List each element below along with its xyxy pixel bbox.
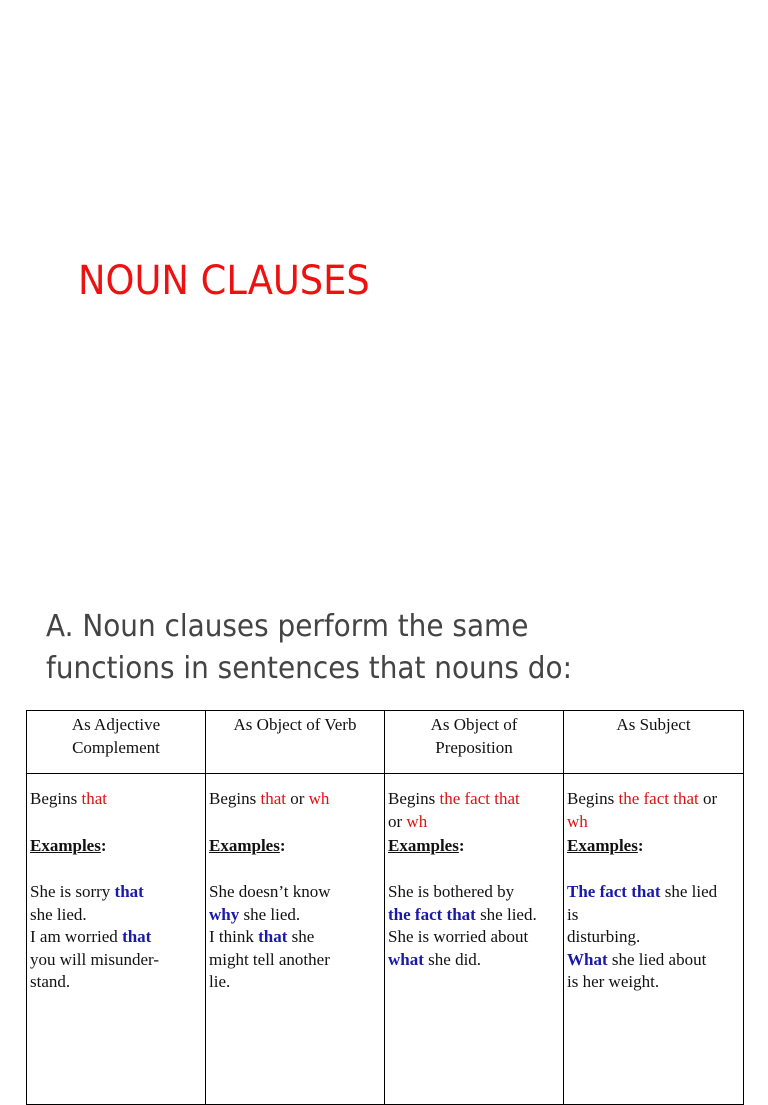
begins-text: Begins xyxy=(30,789,82,808)
table-header-row xyxy=(27,711,744,774)
begins-line-cont: or wh xyxy=(388,811,428,831)
cell-object-of-verb xyxy=(206,774,385,1105)
header-text: Complement xyxy=(72,738,160,757)
example-2: She is worried about xyxy=(388,927,529,946)
cell-object-of-preposition xyxy=(385,774,564,1105)
header-text: As Object of xyxy=(430,715,518,734)
header-text: As Adjective xyxy=(71,715,161,734)
example-1: She is bothered by xyxy=(388,882,515,901)
section-heading-line2: functions in sentences that nouns do: xyxy=(46,651,572,686)
example-1-cont: why she lied. xyxy=(209,904,301,924)
begins-line xyxy=(30,788,201,811)
begins-keyword: that xyxy=(81,789,107,808)
example-2-cont: you will misunder- xyxy=(30,949,160,969)
cell-adjective-complement xyxy=(27,774,206,1105)
example-2-cont: stand. xyxy=(30,972,71,991)
example-1: She is sorry that xyxy=(30,882,144,901)
example-1-cont: disturbing. xyxy=(567,927,641,946)
begins-line-cont: wh xyxy=(567,811,588,831)
example-1-cont: is xyxy=(567,904,579,924)
slide-title: NOUN CLAUSES xyxy=(78,258,370,304)
table-body-row xyxy=(27,774,744,1105)
header-cell-subject xyxy=(564,711,744,774)
examples-label: Examples: xyxy=(209,835,286,855)
noun-clause-table xyxy=(26,710,744,1105)
example-2: I am worried that xyxy=(30,927,152,946)
example-2-cont: might tell another xyxy=(209,949,330,969)
header-cell-adjective-complement xyxy=(27,711,206,774)
header-cell-object-of-verb xyxy=(206,711,385,774)
example-2-cont: is her weight. xyxy=(567,972,660,991)
header-text: Preposition xyxy=(435,738,513,757)
header-text: As Subject xyxy=(616,715,691,734)
header-cell-object-of-preposition xyxy=(385,711,564,774)
examples-label: Examples: xyxy=(567,835,644,855)
example-2: I think that she xyxy=(209,927,315,946)
begins-line: Begins the fact that or xyxy=(567,789,718,808)
example-1: The fact that she lied xyxy=(567,882,718,901)
example-2-cont: what she did. xyxy=(388,949,482,969)
example-2-cont: lie. xyxy=(209,972,231,991)
example-1-cont: the fact that she lied. xyxy=(388,904,537,924)
examples-label: Examples: xyxy=(388,835,465,855)
examples-label: Examples: xyxy=(30,835,107,855)
section-heading xyxy=(46,606,697,690)
example-1: She doesn’t know xyxy=(209,882,331,901)
begins-line: Begins the fact that xyxy=(388,789,520,808)
example-1-cont: she lied. xyxy=(30,904,87,924)
begins-line: Begins that or wh xyxy=(209,789,330,808)
section-heading-line1: A. Noun clauses perform the same xyxy=(46,609,529,644)
header-text: As Object of Verb xyxy=(233,715,357,734)
example-2: What she lied about xyxy=(567,949,707,969)
cell-subject xyxy=(564,774,744,1105)
